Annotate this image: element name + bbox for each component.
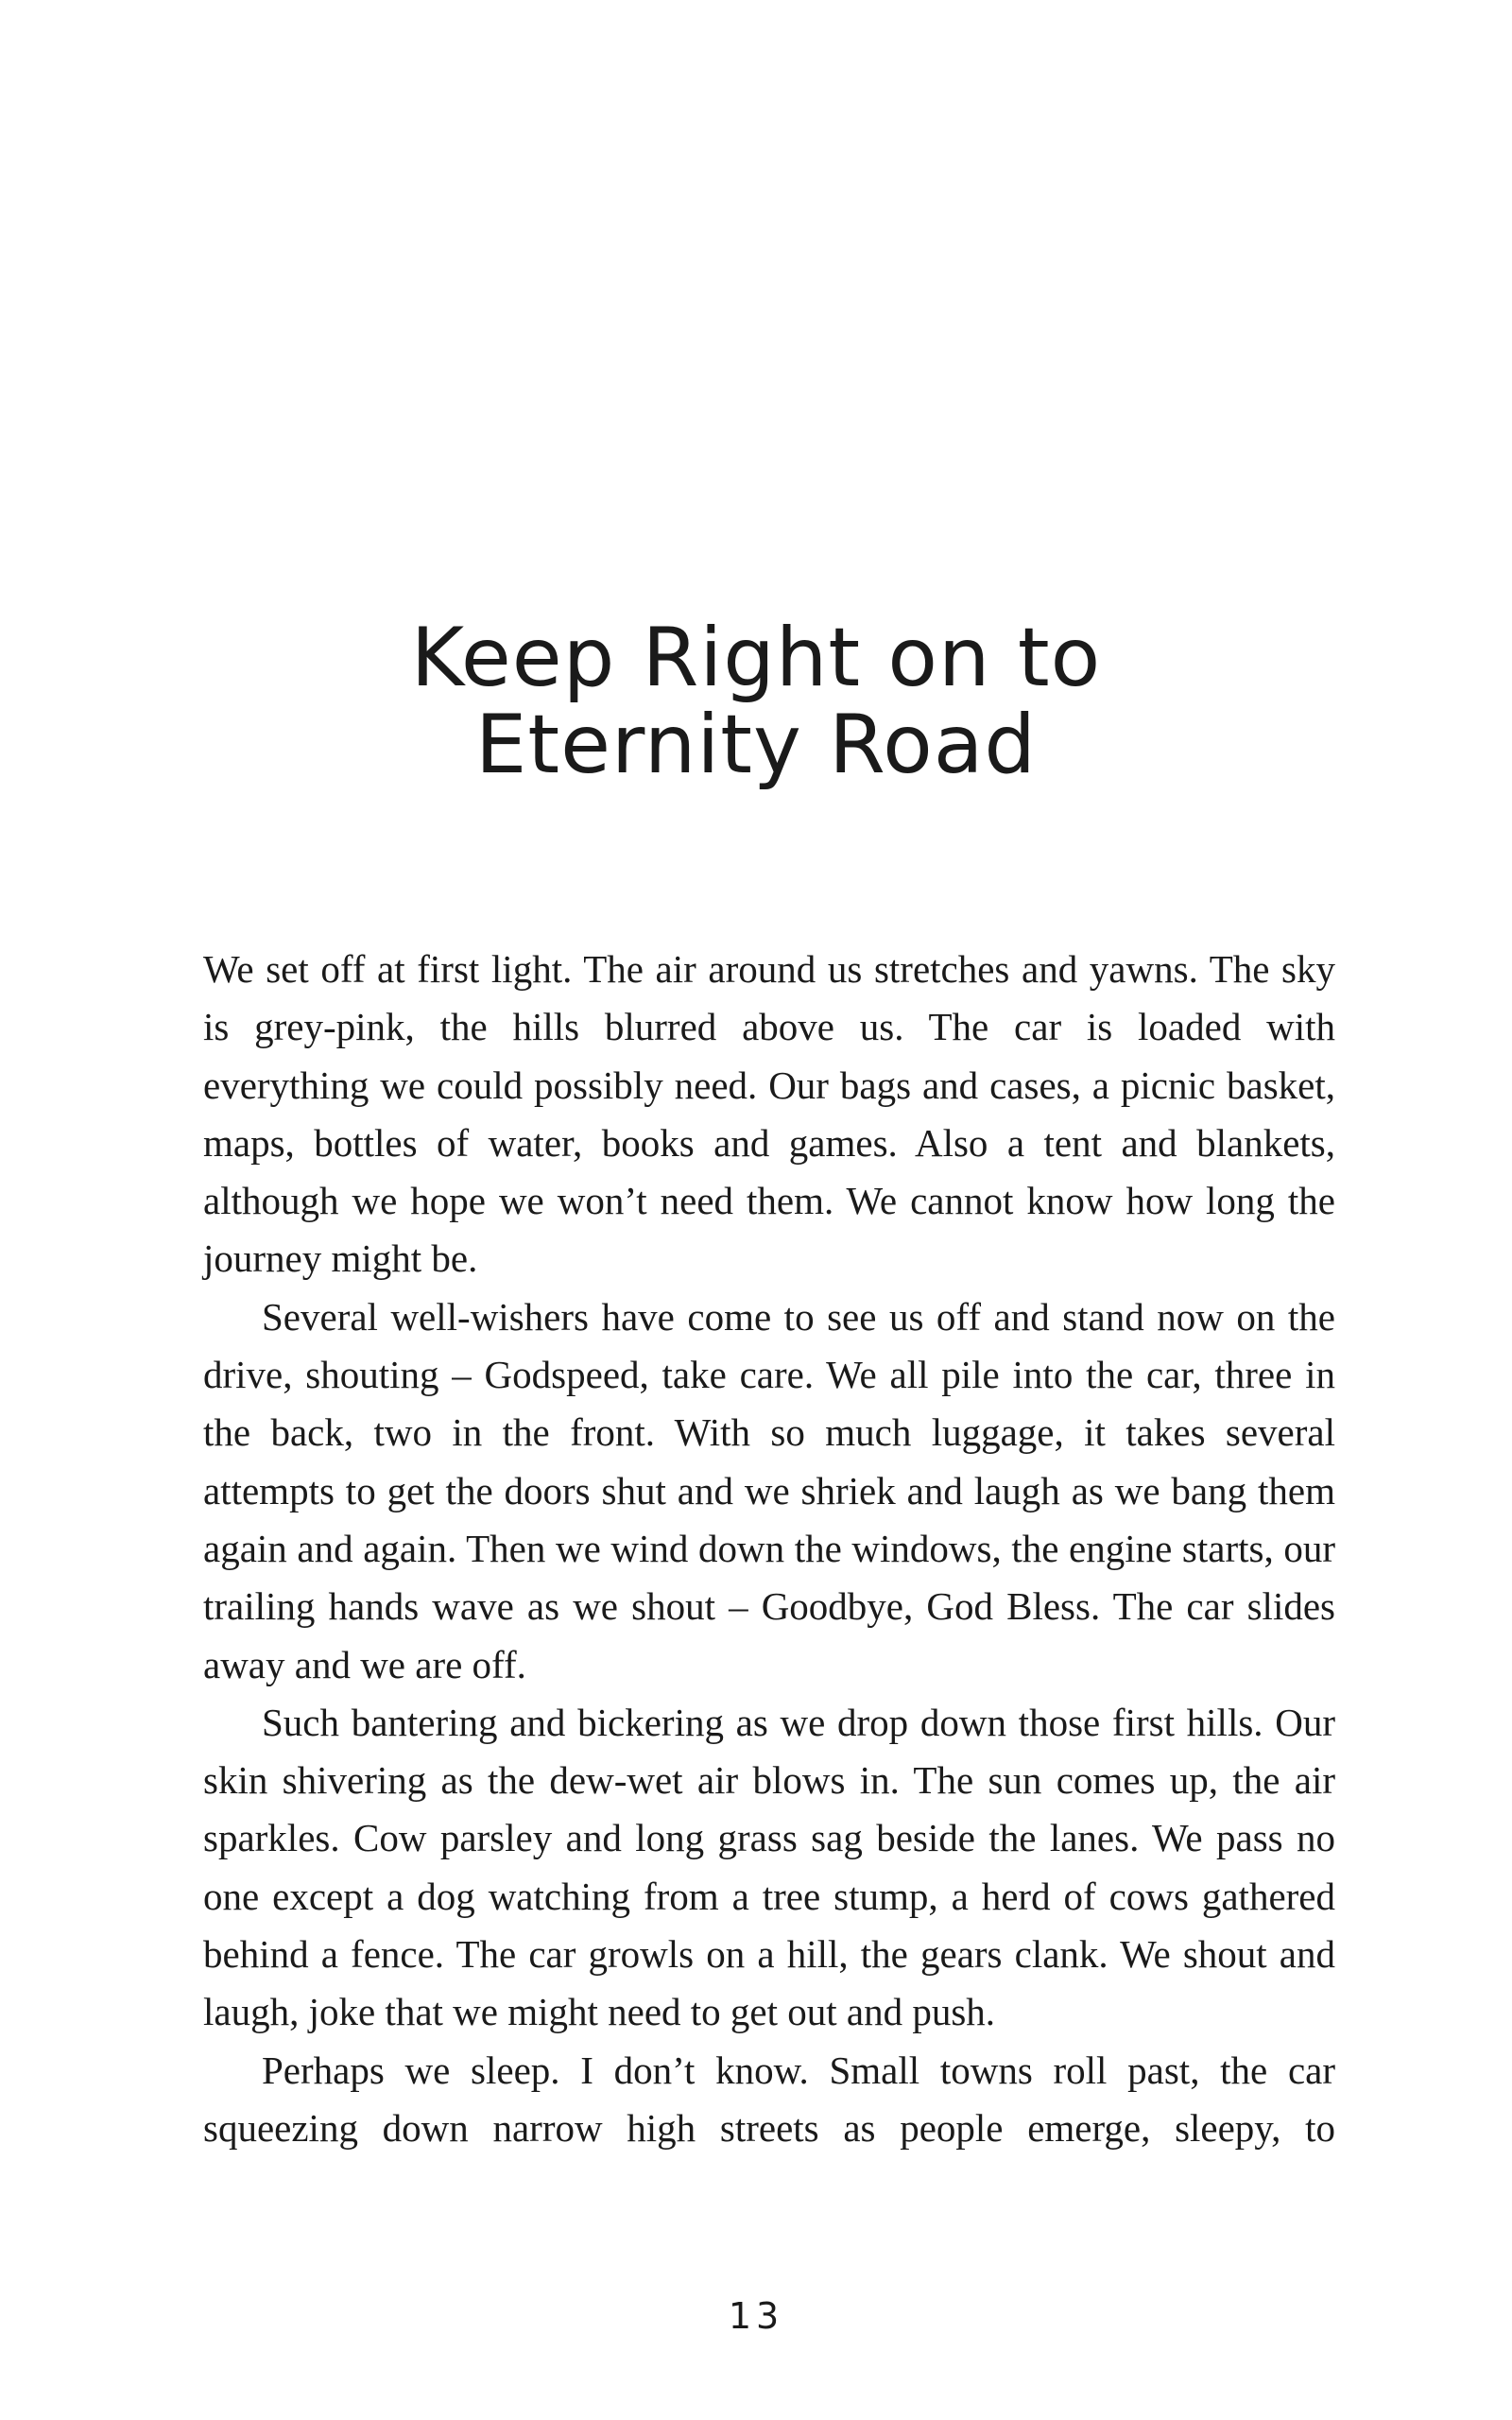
chapter-title	[0, 611, 1512, 792]
paragraph-4: Perhaps we sleep. I don’t know. Small towns roll past, the car squeezing down narrow high streets as people emerge, sleepy, to	[203, 2048, 1335, 2150]
paragraph-1: We set off at first light. The air around us stretches and yawns. The sky is grey-pink, the hills blurred above us. The car is loaded with everything we could possibly need. Our bags and cases, a picnic basket, maps, bottles of water, books and games. Also a tent and blankets, although we hope we won’t need them. We cannot know how long the journey might be.	[203, 947, 1335, 1281]
paragraph-2: Several well-wishers have come to see us off and stand now on the drive, shouting – Godspeed, take care. We all pile into the car, three in the back, two in the front. With so much luggage, it takes several attempts to get the doors shut and we shriek and laugh as we bang them again and again. Then we wind down the windows, the engine starts, our trailing hands wave as we shout – Goodbye, God Bless. The car slides away and we are off.	[203, 1294, 1335, 1686]
chapter-title-line-2: Eternity Road	[475, 698, 1037, 792]
chapter-title-line-1: Keep Right on to	[410, 611, 1102, 705]
page-number: 13	[728, 2295, 784, 2337]
paragraph-3: Such bantering and bickering as we drop down those first hills. Our skin shivering as the dew-wet air blows in. The sun comes up, the air sparkles. Cow parsley and long grass sag beside the lanes. We pass no one except a dog watching from a tree stump, a herd of cows gathered behind a fence. The car growls on a hill, the gears clank. We shout and laugh, joke that we might need to get out and push.	[203, 1700, 1335, 2034]
chapter-body	[203, 941, 1335, 2157]
